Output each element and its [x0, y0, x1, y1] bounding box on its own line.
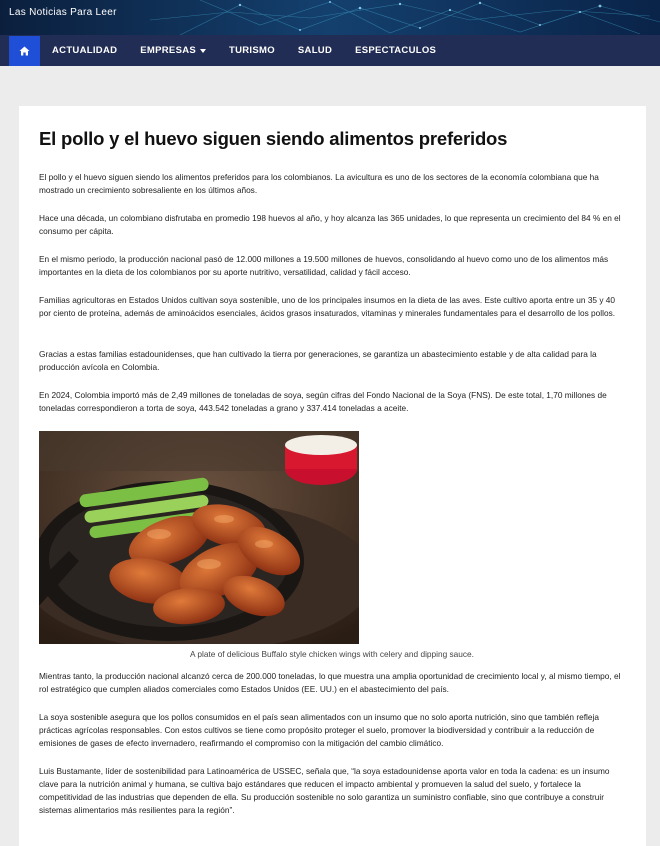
main-nav	[0, 35, 660, 66]
article-paragraph: El pollo y el huevo siguen siendo los alimentos preferidos para los colombianos. La avicultura es uno de los sectores de la economía colombiana que ha mostrado un crecimiento sobresaliente en los últimos años.	[39, 172, 599, 195]
article-paragraph: La soya sostenible asegura que los pollos consumidos en el país sean alimentados con un insumo que no solo aporta nutrición, sino que también refleja prácticas agrícolas responsables. Con estos cultivos se tiene como propósito proteger el suelo, promover la biodiversidad y contribuir a la reducción de emisiones de gases de efecto invernadero, reafirmando el compromiso con la mitigación del cambio climático.	[39, 712, 599, 748]
nav-item-label: ACTUALIDAD	[52, 45, 118, 56]
article-paragraph: Luis Bustamante, líder de sostenibilidad para Latinoamérica de USSEC, señala que, “la soya estadounidense aporta valor en toda la cadena: es un insumo clave para la nutrición animal y humana, se cultiva bajo estándares que reducen el impacto ambiental y promueven la salud del suelo, y fortalece la competitividad de las industrias que dependen de ella. Su producción sostenible no solo garantiza un suministro confiable, sino que contribuye a construir sistemas alimentarios más resilientes para la región”.	[39, 766, 610, 815]
nav-item-salud[interactable]	[298, 45, 332, 56]
nav-item-turismo[interactable]	[229, 45, 275, 56]
site-header	[0, 0, 660, 35]
caret-down-icon	[200, 49, 206, 53]
article-paragraph: Gracias a estas familias estadounidenses, que han cultivado la tierra por generaciones, se garantiza un abastecimiento estable y de alta calidad para la producción avícola en Colombia.	[39, 349, 597, 372]
article-paragraph: Hace una década, un colombiano disfrutaba en promedio 198 huevos al año, y hoy alcanza las 365 unidades, lo que representa un crecimiento del 84 % en el consumo per cápita.	[39, 213, 621, 236]
nav-item-actualidad[interactable]	[52, 45, 117, 56]
nav-item-label: ESPECTACULOS	[355, 45, 437, 56]
nav-item-empresas[interactable]	[140, 45, 206, 56]
article-paragraph: Mientras tanto, la producción nacional alcanzó cerca de 200.000 toneladas, lo que muestra una amplia oportunidad de crecimiento local y, al mismo tiempo, el rol estratégico que cumplen aliados comerciales como Estados Unidos (EE. UU.) en el abastecimiento del país.	[39, 671, 621, 694]
article-photo	[39, 431, 359, 644]
site-title[interactable]: Las Noticias Para Leer	[9, 7, 117, 18]
image-caption: A plate of delicious Buffalo style chicken wings with celery and dipping sauce.	[190, 649, 474, 659]
nav-item-label: EMPRESAS	[140, 45, 196, 56]
article-paragraph: Familias agricultoras en Estados Unidos cultivan soya sostenible, uno de los principales insumos en la dieta de las aves. Este cultivo aporta entre un 35 y 40 por ciento de proteína, además de aminoácidos esenciales, ácidos grasos insaturados, vitaminas y minerales fundamentales para el desarrollo de los pollos.	[39, 295, 616, 318]
home-button[interactable]	[9, 36, 40, 66]
article-card	[19, 106, 646, 846]
home-icon	[19, 46, 30, 56]
nav-item-espectaculos[interactable]	[355, 45, 436, 56]
nav-item-label: SALUD	[297, 45, 333, 56]
nav-item-label: TURISMO	[229, 45, 275, 56]
article-title: El pollo y el huevo siguen siendo alimentos preferidos	[39, 128, 508, 150]
article-paragraph: En el mismo periodo, la producción nacional pasó de 12.000 millones a 19.500 millones de huevos, consolidando al huevo como uno de los alimentos más importantes en la dieta de los colombianos por su aporte nutritivo, versatilidad, calidad y fácil acceso.	[39, 254, 609, 277]
article-paragraph: En 2024, Colombia importó más de 2,49 millones de toneladas de soya, según cifras del Fondo Nacional de la Soya (FNS). De este total, 1,70 millones de toneladas correspondieron a torta de soya, 443.542 toneladas a grano y 337.414 toneladas a aceite.	[39, 390, 607, 413]
